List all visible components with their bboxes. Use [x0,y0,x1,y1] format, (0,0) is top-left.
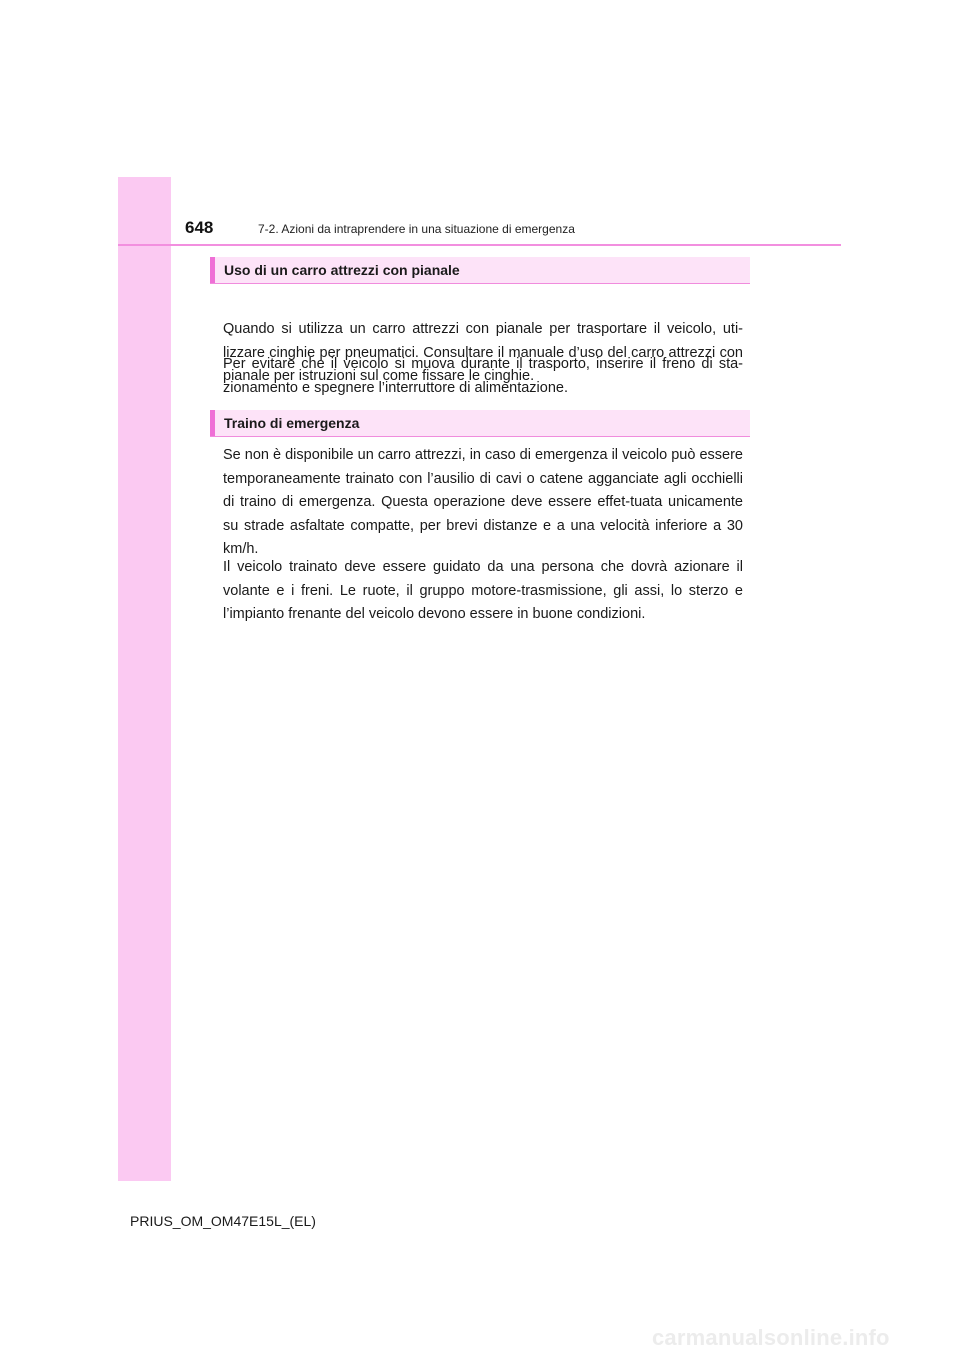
paragraph-towed-vehicle-driver: Il veicolo trainato deve essere guidato da una persona che dovrà azionare il volante e i freni. Le ruote, il gruppo motore-trasmissione, gli assi, lo sterzo e l’impianto frenante del veicolo devono essere in buone condizioni. [223,559,743,622]
page-number: 648 [185,218,214,237]
document-code: PRIUS_OM_OM47E15L_(EL) [130,1213,316,1229]
watermark: carmanualsonline.info [652,1325,890,1350]
header-rule [118,244,841,246]
chapter-title: 7-2. Azioni da intraprendere in una situazione di emergenza [258,222,575,236]
section-header-flatbed [210,257,750,284]
section-title: Uso di un carro attrezzi con pianale [224,262,460,278]
paragraph-flatbed-straps: Quando si utilizza un carro attrezzi con pianale per trasportare il veicolo, uti-lizzare cinghie per pneumatici. Consultare il manuale d’uso del carro attrezzi con pianale per istruzioni sul come fissare le cinghie. [223,321,743,384]
paragraph-emergency-towing-conditions: Se non è disponibile un carro attrezzi, in caso di emergenza il veicolo può essere temporaneamente trainato con l’ausilio di cavi o catene agganciate agli occhielli di traino di emergenza. Questa operazione deve essere effet-tuata unicamente su strade asfaltate compatte, per brevi distanze e a una velocità inferiore a 30 km/h. [223,447,743,557]
section-marker [210,257,215,283]
section-header-emergency-towing [210,410,750,437]
section-marker [210,410,215,436]
section-title: Traino di emergenza [224,415,360,431]
paragraph-flatbed-parking-brake: Per evitare che il veicolo si muova durante il trasporto, inserire il freno di sta-zionamento e spegnere l’interruttore di alimentazione. [223,356,743,396]
chapter-side-band [118,177,171,1181]
